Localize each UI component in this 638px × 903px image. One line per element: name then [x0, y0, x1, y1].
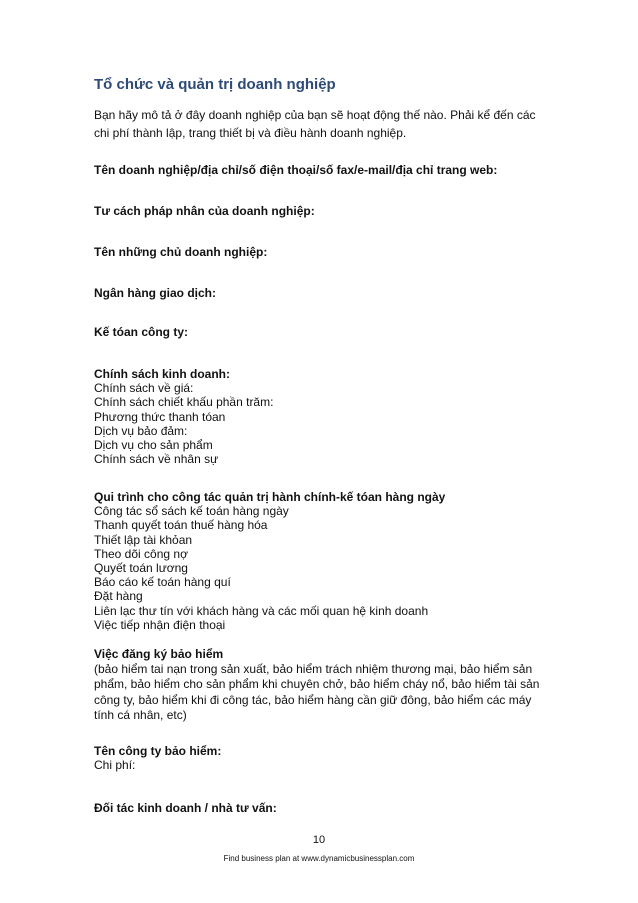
owners-label: Tên những chủ doanh nghiệp:: [94, 245, 268, 259]
list-item: Công tác sổ sách kế toán hàng ngày: [94, 504, 289, 519]
insurance-text-line: tính cá nhân, etc): [94, 707, 187, 722]
business-policy-section: [94, 367, 554, 466]
list-item: Phương thức thanh tóan: [94, 409, 226, 424]
list-item: Chính sách chiết khấu phần trăm:: [94, 395, 274, 410]
list-item: Chính sách về giá:: [94, 381, 194, 396]
business-policy-heading: Chính sách kinh doanh:: [94, 367, 231, 381]
list-item: Theo dõi công nợ: [94, 546, 188, 561]
insurance-section: [94, 647, 554, 723]
insurance-heading: Việc đăng ký bảo hiểm: [94, 647, 224, 661]
page-title: Tổ chức và quản trị doanh nghiệp: [94, 76, 336, 93]
legal-status-label: Tư cách pháp nhân của doanh nghiệp:: [94, 204, 315, 218]
list-item: Liên lạc thư tín với khách hàng và các mối quan hệ kinh doanh: [94, 603, 429, 618]
list-item: Thanh quyết toán thuế hàng hóa: [94, 518, 268, 533]
list-item: Thiết lập tài khỏan: [94, 532, 193, 547]
admin-procedures-section: [94, 490, 554, 632]
page-number: 10: [312, 834, 326, 846]
intro-paragraph: Bạn hãy mô tả ở đây doanh nghiệp của bạn sẽ hoạt động thế nào. Phải kể đến các chi phí thành lập, trang thiết bị và điều hành doanh nghiệp.: [94, 108, 536, 140]
list-item: Báo cáo kế toán hàng quí: [94, 575, 231, 590]
footer-link-text[interactable]: Find business plan at www.dynamicbusinessplan.com: [223, 854, 415, 863]
insurance-company-section: [94, 744, 554, 772]
company-info-label: Tên doanh nghiệp/địa chỉ/số điện thoại/số fax/e-mail/địa chỉ trang web:: [94, 163, 498, 177]
list-item: Dịch vụ bảo đảm:: [94, 423, 188, 438]
list-item: Chính sách về nhân sự: [94, 452, 219, 467]
bank-label: Ngân hàng giao dịch:: [94, 286, 216, 300]
insurance-text-line: công ty, bảo hiểm khi đi công tác, bảo hiểm hàng cần giữ đông, bảo hiểm các máy: [94, 692, 532, 707]
accountant-label: Kế tóan công ty:: [94, 325, 189, 339]
insurance-text-line: (bảo hiểm tai nạn trong sản xuất, bảo hiểm trách nhiệm thương mại, bảo hiểm sản: [94, 662, 533, 677]
admin-procedures-heading: Qui trình cho công tác quản trị hành chính-kế tóan hàng ngày: [94, 490, 446, 504]
list-item: Đặt hàng: [94, 589, 143, 604]
list-item: Quyết toán lương: [94, 561, 188, 576]
list-item: Chi phí:: [94, 758, 136, 773]
partners-label: Đối tác kinh doanh / nhà tư vấn:: [94, 801, 277, 815]
list-item: Dịch vụ cho sản phẩm: [94, 438, 213, 453]
list-item: Việc tiếp nhận điện thoại: [94, 617, 226, 632]
insurance-text-line: phẩm, bảo hiểm cho sản phẩm khi chuyên chở, bảo hiểm cháy nổ, bảo hiểm tài sản: [94, 677, 540, 692]
insurance-company-heading: Tên công ty bảo hiểm:: [94, 744, 222, 758]
